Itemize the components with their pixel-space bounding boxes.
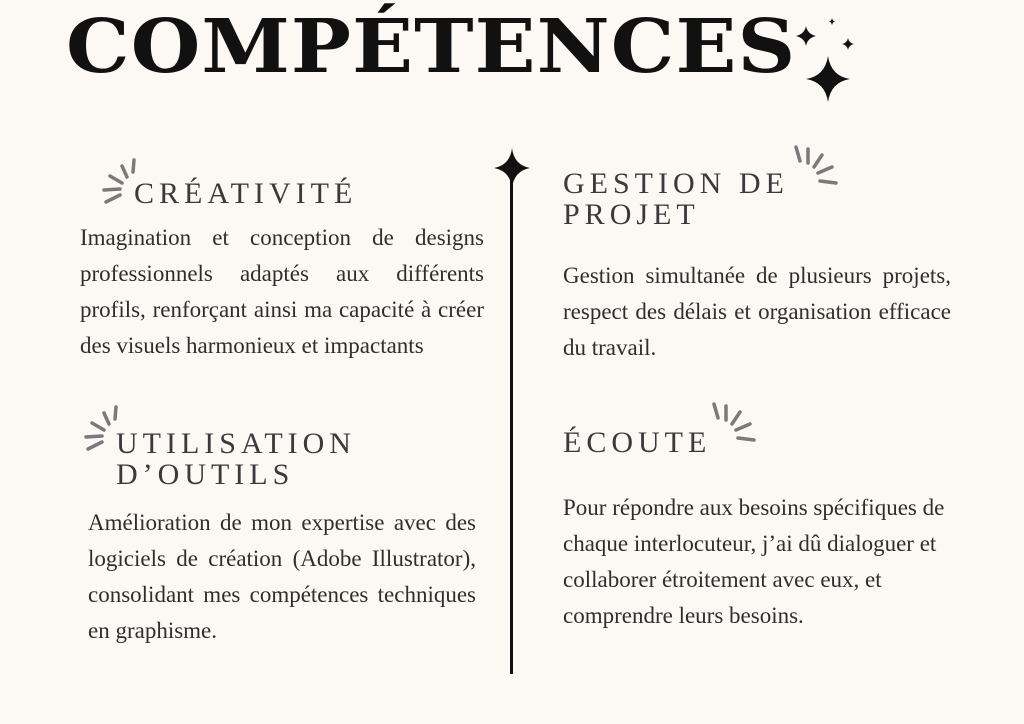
four-point-star-icon	[494, 148, 530, 188]
section-body-gestion-de-projet: Gestion simultanée de plusieurs projets, respect des délais et organisation efficace du travail.	[563, 263, 951, 360]
page-title: COMPÉTENCES	[66, 4, 797, 90]
section-heading-utilisation-outils: UTILISATION D’OUTILS	[116, 427, 356, 491]
section-heading-creativite: CRÉATIVITÉ	[134, 177, 358, 210]
sparkles-icon	[790, 16, 862, 106]
section-body-utilisation-outils: Amélioration de mon expertise avec des logiciels de création (Adobe Illustrator), consolidant mes compétences techniques en graphisme.	[88, 510, 476, 643]
section-heading-gestion-de-projet: GESTION DE PROJET	[563, 167, 789, 231]
section-body-creativite: Imagination et conception de designs professionnels adaptés aux différents profils, renforçant ainsi ma capacité à créer des visuels harmonieux et impactants	[80, 225, 484, 358]
section-heading-ecoute: ÉCOUTE	[563, 426, 712, 459]
section-body-ecoute: Pour répondre aux besoins spécifiques de chaque interlocuteur, j’ai dû dialoguer et collaborer étroitement avec eux, et comprendre leurs besoins.	[563, 495, 945, 628]
column-divider	[510, 174, 513, 674]
